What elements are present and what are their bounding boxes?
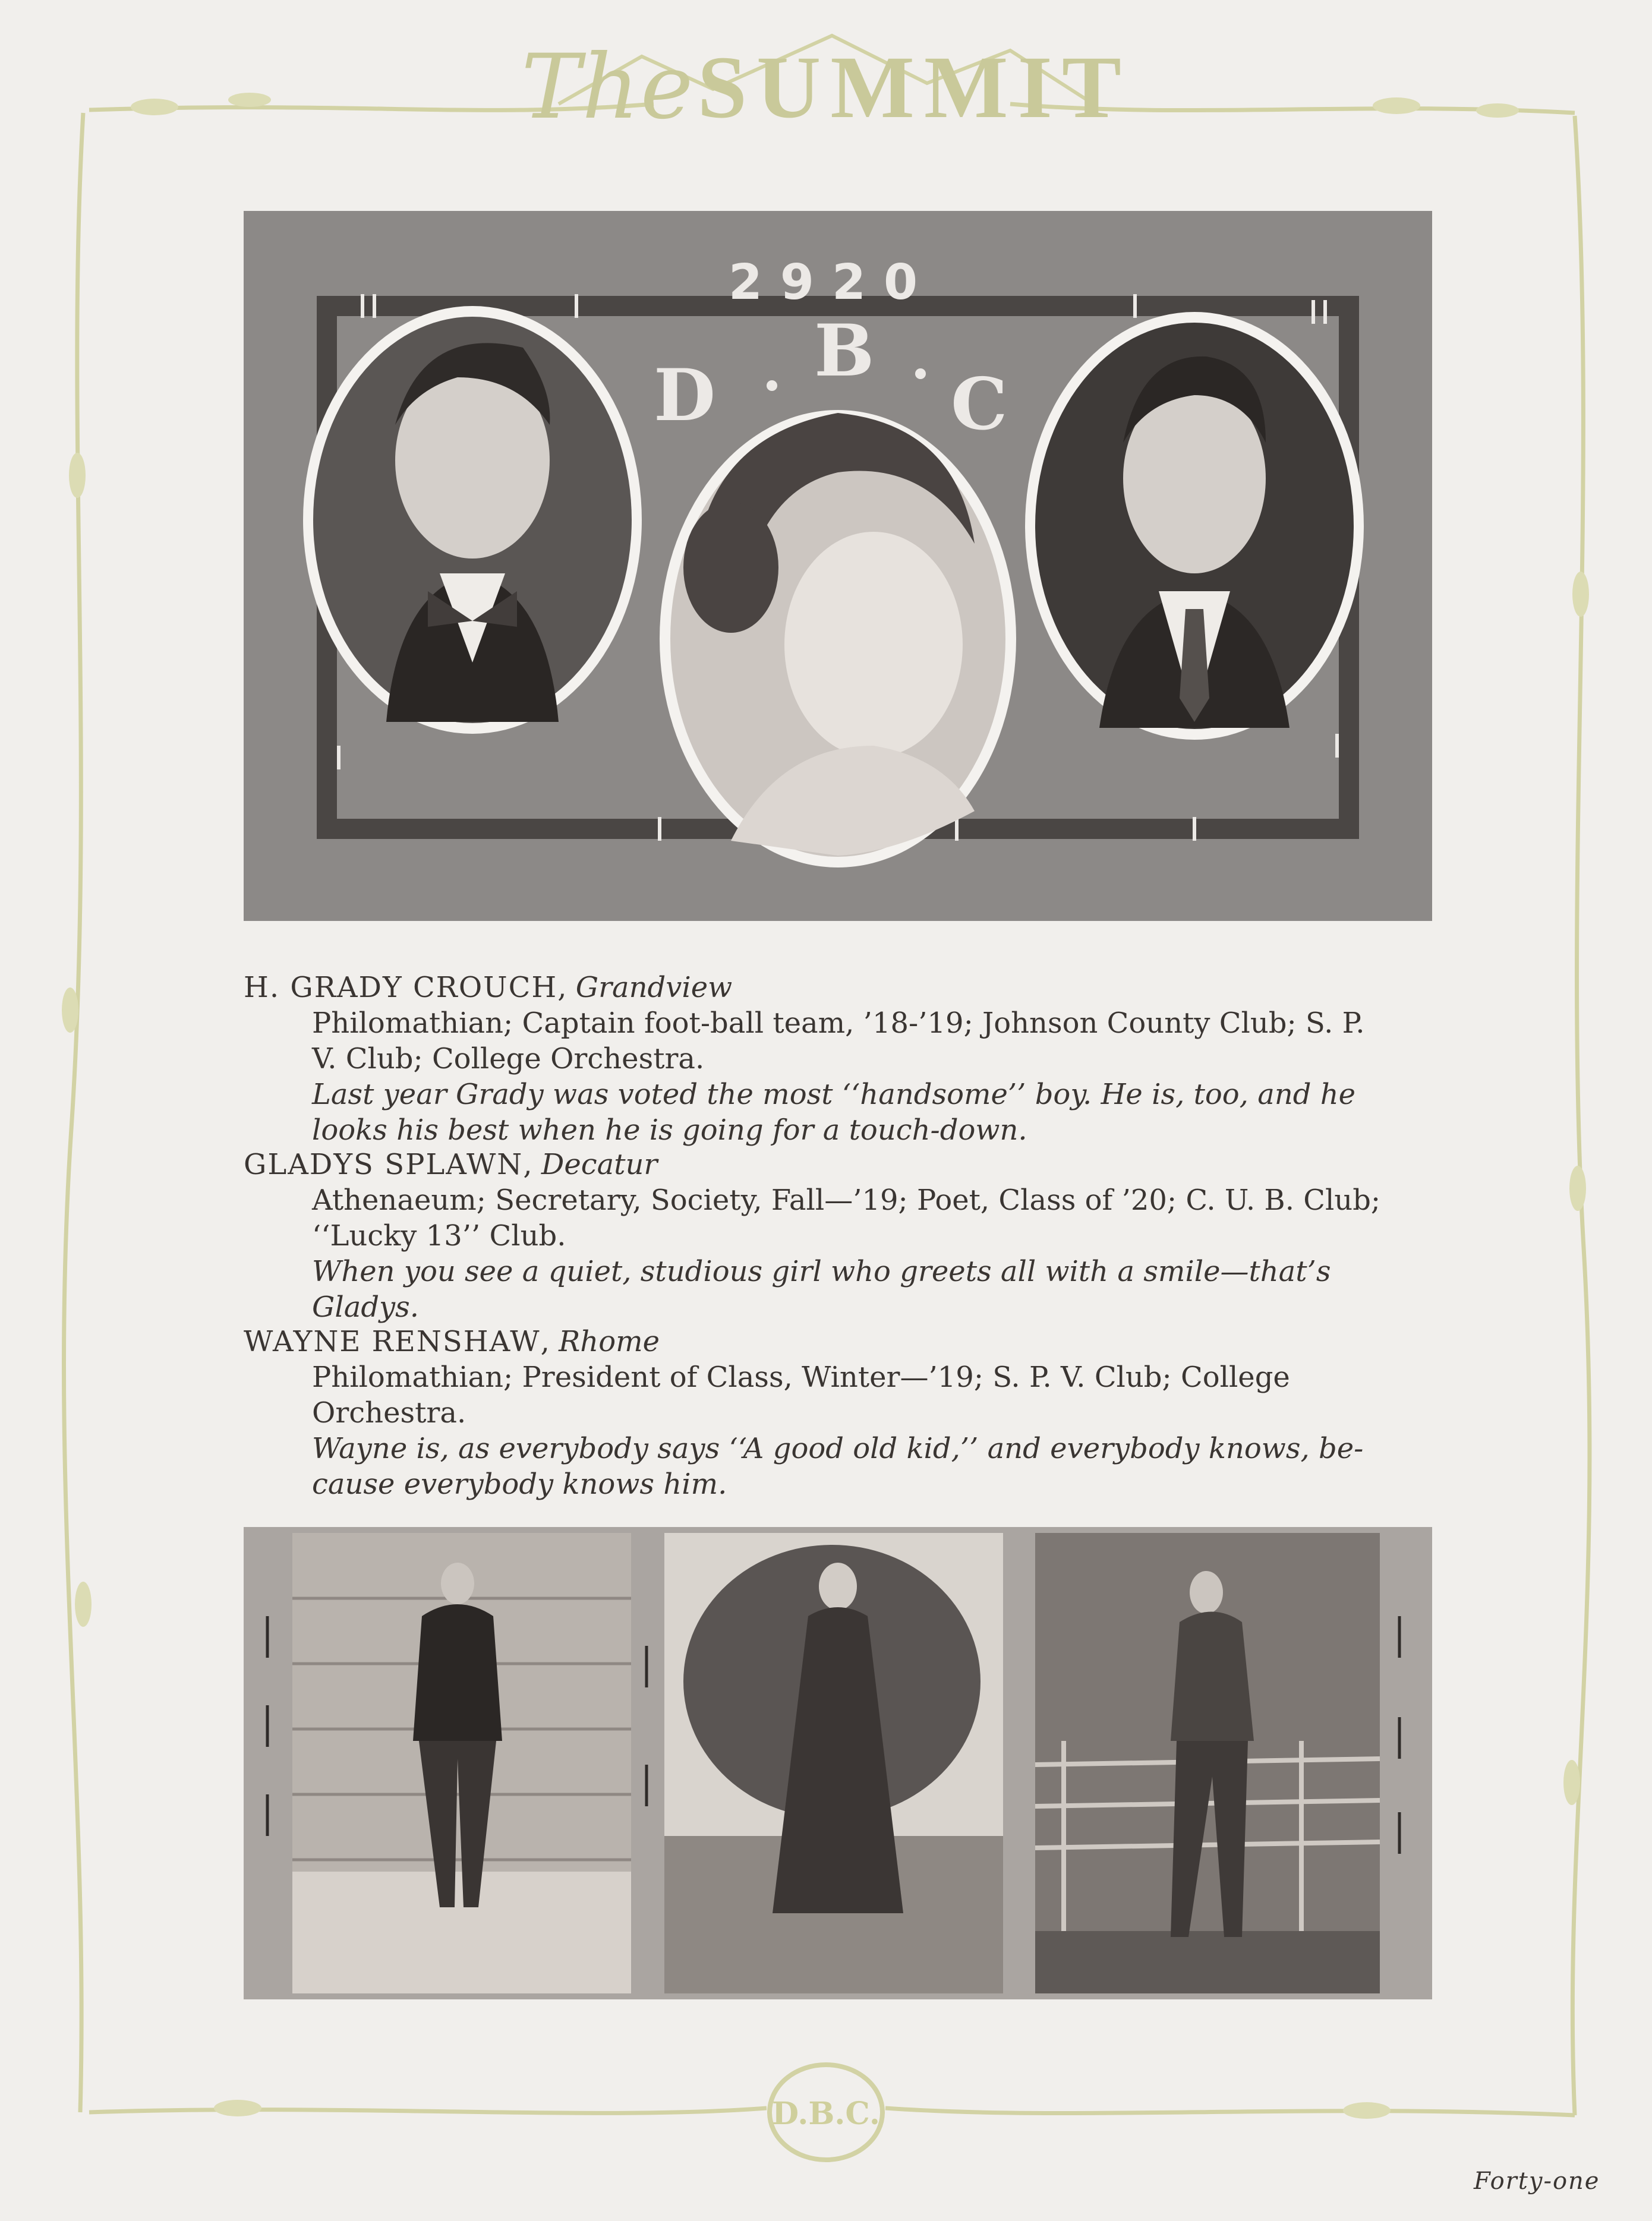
snapshot-strip-art	[244, 1527, 1432, 1999]
bio-heading: H. GRADY CROUCH, Grandview	[244, 971, 733, 1004]
bio-name: WAYNE RENSHAW	[244, 1325, 541, 1358]
monogram-letter-d: D	[654, 354, 716, 437]
bio-name: H. GRADY CROUCH	[244, 971, 558, 1004]
masthead-the: The	[521, 36, 695, 139]
bio-quote-line: cause everybody knows him.	[312, 1468, 727, 1501]
page-number: Forty-one	[1474, 2168, 1600, 2195]
bio-quote-line: Wayne is, as everybody says ‘‘A good old kid,’’ and everybody knows, be-	[312, 1432, 1364, 1465]
bio-heading: GLADYS SPLAWN, Decatur	[244, 1148, 658, 1181]
bio-activities-line: Philomathian; President of Class, Winter—’19; S. P. V. Club; College	[312, 1361, 1290, 1394]
bio-activities-line: V. Club; College Orchestra.	[312, 1042, 705, 1075]
wayne-renshaw-snapshot	[1035, 1533, 1380, 1993]
dbc-emblem-text: D.B.C.	[772, 2096, 880, 2132]
bio-grady-crouch	[244, 970, 1432, 1148]
bio-town: Decatur	[541, 1148, 658, 1181]
bio-activities-line: Philomathian; Captain foot-ball team, ’18-’19; Johnson County Club; S. P.	[312, 1007, 1365, 1040]
monogram-dot	[915, 368, 926, 379]
class-year: 2920	[728, 254, 936, 311]
snapshot-strip	[244, 1527, 1432, 1999]
gladys-splawn-snapshot	[664, 1533, 1003, 1993]
bio-heading: WAYNE RENSHAW, Rhome	[244, 1325, 660, 1358]
bio-activities-line: Orchestra.	[312, 1396, 466, 1430]
masthead-summit: SUMMIT	[697, 38, 1131, 137]
bio-name: GLADYS SPLAWN	[244, 1148, 524, 1181]
bio-gladys-splawn	[244, 1147, 1432, 1325]
bio-wayne-renshaw	[244, 1324, 1432, 1502]
bio-town: Rhome	[559, 1325, 660, 1358]
bio-quote-line: Last year Grady was voted the most ‘‘handsome’’ boy. He is, too, and he	[312, 1078, 1356, 1111]
monogram-letter-c: C	[951, 362, 1008, 446]
bio-town: Grandview	[575, 971, 733, 1004]
monogram-dot	[767, 380, 777, 391]
gladys-splawn-portrait	[660, 410, 1016, 867]
masthead-title	[452, 36, 1200, 166]
bio-quote-line: Gladys.	[312, 1291, 420, 1324]
bio-quote-line: When you see a quiet, studious girl who greets all with a smile—that’s	[312, 1255, 1331, 1288]
grady-crouch-snapshot	[292, 1533, 631, 1993]
bio-activities-line: ‘‘Lucky 13’’ Club.	[312, 1219, 566, 1253]
bio-activities-line: Athenaeum; Secretary, Society, Fall—’19; Poet, Class of ’20; C. U. B. Club;	[312, 1184, 1381, 1217]
grady-crouch-portrait	[303, 306, 642, 734]
bio-quote-line: looks his best when he is going for a touch-down.	[312, 1113, 1027, 1147]
monogram-letter-b: B	[814, 309, 875, 393]
